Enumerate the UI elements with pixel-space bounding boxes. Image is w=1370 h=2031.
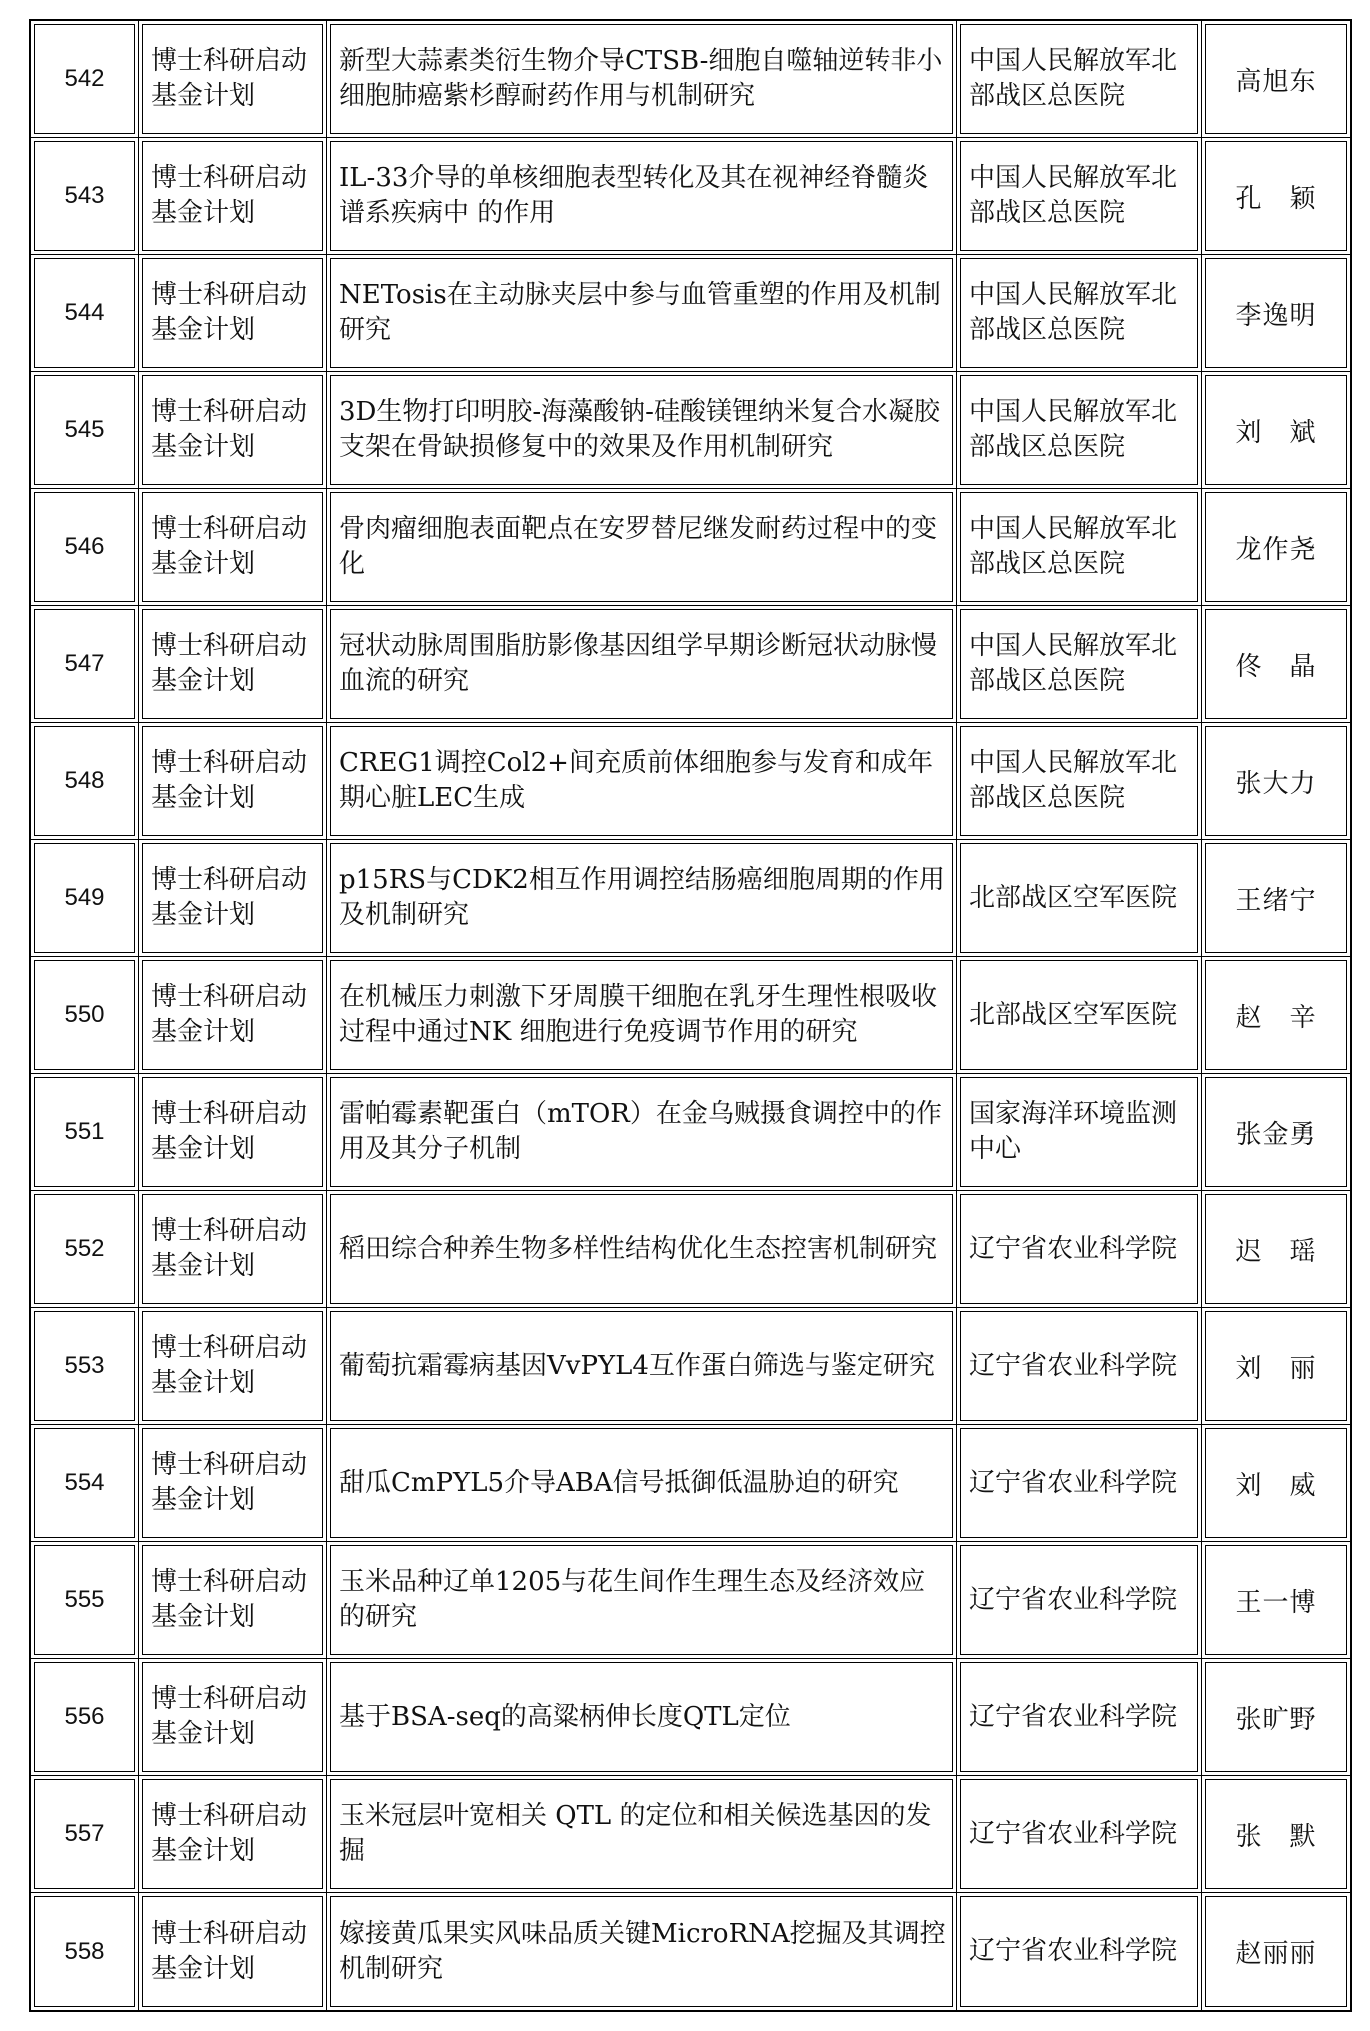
project-title-cell: IL-33介导的单核细胞表型转化及其在视神经脊髓炎谱系疾病中 的作用 <box>327 138 957 255</box>
table-row <box>31 489 1350 606</box>
project-title-cell: 3D生物打印明胶-海藻酸钠-硅酸镁锂纳米复合水凝胶支架在骨缺损修复中的效果及作用机制研究 <box>327 372 957 489</box>
row-number: 558 <box>31 1893 139 2010</box>
project-title-cell: 基于BSA-seq的高粱柄伸长度QTL定位 <box>327 1659 957 1776</box>
researcher-cell: 刘 丽 <box>1202 1308 1350 1425</box>
plan-cell: 博士科研启动基金计划 <box>139 372 327 489</box>
plan-cell: 博士科研启动基金计划 <box>139 255 327 372</box>
organization-cell: 中国人民解放军北部战区总医院 <box>957 21 1202 138</box>
row-number: 555 <box>31 1542 139 1659</box>
organization-cell: 辽宁省农业科学院 <box>957 1425 1202 1542</box>
plan-cell: 博士科研启动基金计划 <box>139 840 327 957</box>
project-table <box>29 19 1352 2012</box>
table-row <box>31 1191 1350 1308</box>
researcher-cell: 赵丽丽 <box>1202 1893 1350 2010</box>
organization-cell: 中国人民解放军北部战区总医院 <box>957 723 1202 840</box>
organization-cell: 辽宁省农业科学院 <box>957 1776 1202 1893</box>
row-number: 548 <box>31 723 139 840</box>
researcher-cell: 佟 晶 <box>1202 606 1350 723</box>
row-number: 549 <box>31 840 139 957</box>
plan-cell: 博士科研启动基金计划 <box>139 1074 327 1191</box>
row-number: 552 <box>31 1191 139 1308</box>
table-row <box>31 1308 1350 1425</box>
plan-cell: 博士科研启动基金计划 <box>139 957 327 1074</box>
plan-cell: 博士科研启动基金计划 <box>139 489 327 606</box>
row-number: 557 <box>31 1776 139 1893</box>
researcher-cell: 张大力 <box>1202 723 1350 840</box>
table-row <box>31 1659 1350 1776</box>
researcher-cell: 李逸明 <box>1202 255 1350 372</box>
researcher-cell: 龙作尧 <box>1202 489 1350 606</box>
table-row <box>31 1542 1350 1659</box>
plan-cell: 博士科研启动基金计划 <box>139 1425 327 1542</box>
row-number: 542 <box>31 21 139 138</box>
project-title-cell: 雷帕霉素靶蛋白（mTOR）在金乌贼摄食调控中的作用及其分子机制 <box>327 1074 957 1191</box>
table-row <box>31 840 1350 957</box>
table-row <box>31 957 1350 1074</box>
plan-cell: 博士科研启动基金计划 <box>139 1893 327 2010</box>
project-title-cell: NETosis在主动脉夹层中参与血管重塑的作用及机制研究 <box>327 255 957 372</box>
organization-cell: 国家海洋环境监测中心 <box>957 1074 1202 1191</box>
row-number: 546 <box>31 489 139 606</box>
table-row <box>31 21 1350 138</box>
plan-cell: 博士科研启动基金计划 <box>139 1308 327 1425</box>
organization-cell: 中国人民解放军北部战区总医院 <box>957 255 1202 372</box>
row-number: 550 <box>31 957 139 1074</box>
organization-cell: 中国人民解放军北部战区总医院 <box>957 138 1202 255</box>
researcher-cell: 赵 辛 <box>1202 957 1350 1074</box>
researcher-cell: 王一博 <box>1202 1542 1350 1659</box>
organization-cell: 辽宁省农业科学院 <box>957 1659 1202 1776</box>
organization-cell: 辽宁省农业科学院 <box>957 1893 1202 2010</box>
row-number: 545 <box>31 372 139 489</box>
row-number: 554 <box>31 1425 139 1542</box>
researcher-cell: 刘 斌 <box>1202 372 1350 489</box>
researcher-cell: 张金勇 <box>1202 1074 1350 1191</box>
organization-cell: 辽宁省农业科学院 <box>957 1191 1202 1308</box>
researcher-cell: 迟 瑶 <box>1202 1191 1350 1308</box>
row-number: 547 <box>31 606 139 723</box>
row-number: 551 <box>31 1074 139 1191</box>
organization-cell: 辽宁省农业科学院 <box>957 1308 1202 1425</box>
table-row <box>31 1776 1350 1893</box>
researcher-cell: 孔 颖 <box>1202 138 1350 255</box>
project-title-cell: p15RS与CDK2相互作用调控结肠癌细胞周期的作用及机制研究 <box>327 840 957 957</box>
plan-cell: 博士科研启动基金计划 <box>139 1659 327 1776</box>
researcher-cell: 高旭东 <box>1202 21 1350 138</box>
organization-cell: 北部战区空军医院 <box>957 957 1202 1074</box>
plan-cell: 博士科研启动基金计划 <box>139 21 327 138</box>
organization-cell: 中国人民解放军北部战区总医院 <box>957 372 1202 489</box>
row-number: 543 <box>31 138 139 255</box>
table-row <box>31 1425 1350 1542</box>
project-title-cell: 嫁接黄瓜果实风味品质关键MicroRNA挖掘及其调控机制研究 <box>327 1893 957 2010</box>
project-title-cell: 玉米品种辽单1205与花生间作生理生态及经济效应的研究 <box>327 1542 957 1659</box>
plan-cell: 博士科研启动基金计划 <box>139 1776 327 1893</box>
row-number: 544 <box>31 255 139 372</box>
plan-cell: 博士科研启动基金计划 <box>139 606 327 723</box>
researcher-cell: 王绪宁 <box>1202 840 1350 957</box>
researcher-cell: 张 默 <box>1202 1776 1350 1893</box>
row-number: 553 <box>31 1308 139 1425</box>
row-number: 556 <box>31 1659 139 1776</box>
organization-cell: 中国人民解放军北部战区总医院 <box>957 489 1202 606</box>
table-row <box>31 606 1350 723</box>
project-title-cell: 甜瓜CmPYL5介导ABA信号抵御低温胁迫的研究 <box>327 1425 957 1542</box>
plan-cell: 博士科研启动基金计划 <box>139 138 327 255</box>
table-row <box>31 372 1350 489</box>
project-title-cell: 葡萄抗霜霉病基因VvPYL4互作蛋白筛选与鉴定研究 <box>327 1308 957 1425</box>
project-title-cell: CREG1调控Col2+间充质前体细胞参与发育和成年期心脏LEC生成 <box>327 723 957 840</box>
table-row <box>31 1893 1350 2010</box>
project-title-cell: 新型大蒜素类衍生物介导CTSB-细胞自噬轴逆转非小细胞肺癌紫杉醇耐药作用与机制研究 <box>327 21 957 138</box>
project-title-cell: 骨肉瘤细胞表面靶点在安罗替尼继发耐药过程中的变化 <box>327 489 957 606</box>
researcher-cell: 刘 威 <box>1202 1425 1350 1542</box>
plan-cell: 博士科研启动基金计划 <box>139 1191 327 1308</box>
table-row <box>31 255 1350 372</box>
table-row <box>31 723 1350 840</box>
table-row <box>31 138 1350 255</box>
organization-cell: 中国人民解放军北部战区总医院 <box>957 606 1202 723</box>
table-row <box>31 1074 1350 1191</box>
organization-cell: 辽宁省农业科学院 <box>957 1542 1202 1659</box>
project-title-cell: 玉米冠层叶宽相关 QTL 的定位和相关候选基因的发掘 <box>327 1776 957 1893</box>
plan-cell: 博士科研启动基金计划 <box>139 723 327 840</box>
project-title-cell: 在机械压力刺激下牙周膜干细胞在乳牙生理性根吸收过程中通过NK 细胞进行免疫调节作用的研究 <box>327 957 957 1074</box>
organization-cell: 北部战区空军医院 <box>957 840 1202 957</box>
project-title-cell: 冠状动脉周围脂肪影像基因组学早期诊断冠状动脉慢血流的研究 <box>327 606 957 723</box>
project-title-cell: 稻田综合种养生物多样性结构优化生态控害机制研究 <box>327 1191 957 1308</box>
researcher-cell: 张旷野 <box>1202 1659 1350 1776</box>
plan-cell: 博士科研启动基金计划 <box>139 1542 327 1659</box>
